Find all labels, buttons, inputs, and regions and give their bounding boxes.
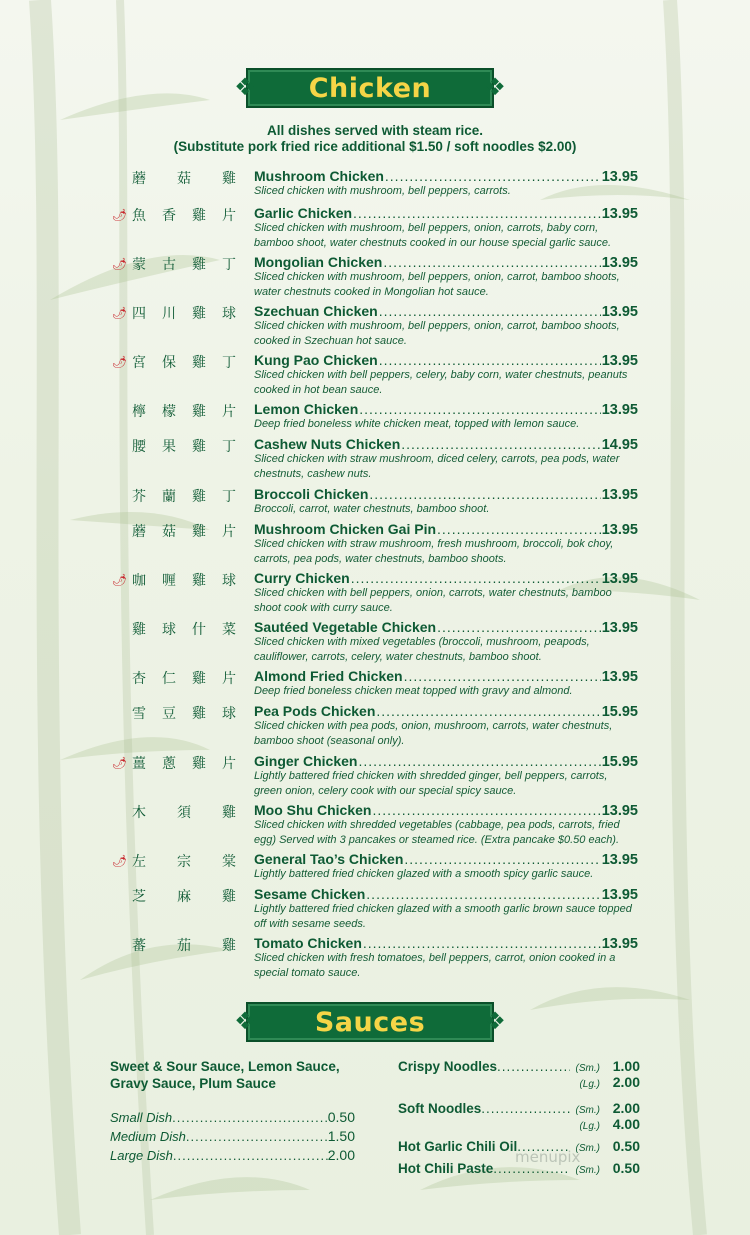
- chinese-character: 宗: [177, 854, 191, 870]
- item-description: Sliced chicken with mushroom, bell peppers, carrots.: [254, 185, 511, 197]
- leader-dots: [358, 753, 600, 769]
- chili-pepper-icon: 🌶: [112, 756, 128, 770]
- chinese-character: 芥: [132, 489, 146, 505]
- sauce-size-price: 2.00: [327, 1147, 355, 1163]
- chinese-character: 雞: [222, 805, 236, 821]
- chinese-character: 球: [222, 706, 236, 722]
- chili-pepper-icon: 🌶: [112, 573, 128, 587]
- ornament-right-icon: ❖: [484, 73, 506, 101]
- leader-dots: [376, 703, 600, 719]
- chinese-character: 保: [162, 355, 176, 371]
- item-name-row: [254, 168, 638, 185]
- item-name-row: [254, 886, 638, 903]
- item-price: 13.95: [601, 887, 638, 903]
- chinese-name: [132, 486, 236, 506]
- item-description: Deep fried boneless chicken meat topped with gravy and almond.: [254, 685, 573, 697]
- chinese-character: 雞: [192, 404, 206, 420]
- chinese-character: 雞: [222, 171, 236, 187]
- item-price: 13.95: [601, 255, 638, 271]
- chili-pepper-icon: 🌶: [112, 355, 128, 369]
- chinese-character: 古: [162, 257, 176, 273]
- chinese-character: 雞: [192, 756, 206, 772]
- chili-pepper-icon: 🌶: [112, 854, 128, 868]
- chinese-character: 四: [132, 306, 146, 322]
- item-price: 13.95: [601, 803, 638, 819]
- item-description: Lightly battered fried chicken with shredded ginger, bell peppers, carrots, green onion, celery cook with our special spicy sauce.: [254, 770, 608, 797]
- chicken-section-title: Chicken: [308, 72, 432, 104]
- item-name-row: [254, 802, 638, 819]
- chili-pepper-icon: 🌶: [112, 306, 128, 320]
- chinese-character: 蘑: [132, 524, 146, 540]
- item-name-row: [254, 570, 638, 587]
- item-description: Sliced chicken with pea pods, onion, mushroom, carrots, water chestnuts, bamboo shoot (seasonal only).: [254, 720, 613, 747]
- sauce-size-price: 0.50: [327, 1109, 355, 1125]
- leader-dots: [401, 436, 600, 452]
- chinese-name: [132, 168, 236, 188]
- sauce-size-name: Small Dish: [110, 1110, 173, 1125]
- chinese-name: [132, 401, 236, 421]
- chinese-character: 丁: [222, 355, 236, 371]
- item-name: Szechuan Chicken: [254, 303, 378, 319]
- item-name-row: [254, 254, 638, 271]
- item-description: Deep fried boneless white chicken meat, topped with lemon sauce.: [254, 418, 580, 430]
- leader-dots: [481, 1101, 570, 1116]
- item-name-row: [254, 521, 638, 538]
- chinese-name: [132, 205, 236, 225]
- chinese-character: 芝: [132, 889, 146, 905]
- chinese-character: 雞: [192, 706, 206, 722]
- chinese-character: 雞: [192, 439, 206, 455]
- size-label: (Sm.): [575, 1063, 600, 1074]
- chinese-character: 雞: [192, 355, 206, 371]
- chinese-character: 雞: [222, 889, 236, 905]
- item-description: Lightly battered fried chicken glazed with a smooth garlic brown sauce topped off with sesame seeds.: [254, 903, 632, 930]
- side-item-price: 0.50: [612, 1138, 640, 1154]
- item-name: Ginger Chicken: [254, 753, 358, 769]
- chinese-character: 麻: [177, 889, 191, 905]
- side-item-name: Hot Garlic Chili Oil: [398, 1139, 518, 1154]
- leader-dots: [173, 1148, 328, 1163]
- chinese-character: 蔥: [162, 756, 176, 772]
- chinese-character: 薑: [132, 756, 146, 772]
- sauce-size-name: Large Dish: [110, 1148, 173, 1163]
- chicken-banner: [232, 68, 508, 108]
- chinese-name: [132, 802, 236, 822]
- chinese-character: 雞: [132, 622, 146, 638]
- leader-dots: [437, 619, 601, 635]
- chinese-character: 球: [222, 573, 236, 589]
- chinese-name: [132, 886, 236, 906]
- item-name: Mushroom Chicken: [254, 168, 384, 184]
- side-item-price: 4.00: [612, 1116, 640, 1132]
- chinese-name: [132, 851, 236, 871]
- leader-dots: [353, 205, 601, 221]
- chinese-character: 豆: [162, 706, 176, 722]
- chinese-character: 菇: [162, 524, 176, 540]
- item-description: Lightly battered fried chicken glazed with a smooth spicy garlic sauce.: [254, 868, 594, 880]
- leader-dots: [497, 1059, 570, 1074]
- chili-pepper-icon: 🌶: [112, 208, 128, 222]
- chinese-character: 雞: [192, 208, 206, 224]
- ornament-left-icon: ❖: [234, 73, 256, 101]
- chinese-character: 川: [162, 306, 176, 322]
- chinese-character: 仁: [162, 671, 176, 687]
- leader-dots: [366, 886, 600, 902]
- leader-dots: [172, 1110, 328, 1125]
- side-item: [398, 1100, 640, 1132]
- chinese-character: 丁: [222, 439, 236, 455]
- item-description: Sliced chicken with mushroom, bell peppers, onion, carrot, bamboo shoots, cooked in Szechuan hot sauce.: [254, 320, 620, 347]
- leader-dots: [379, 303, 601, 319]
- item-name: Mongolian Chicken: [254, 254, 383, 270]
- chinese-character: 棠: [222, 854, 236, 870]
- chinese-character: 丁: [222, 489, 236, 505]
- item-name: Garlic Chicken: [254, 205, 353, 221]
- chinese-name: [132, 753, 236, 773]
- item-price: 13.95: [601, 669, 638, 685]
- item-price: 14.95: [601, 437, 638, 453]
- watermark: menupix: [515, 1148, 581, 1166]
- chinese-character: 片: [222, 208, 236, 224]
- item-name-row: [254, 303, 638, 320]
- chinese-name: [132, 619, 236, 639]
- item-description: Sliced chicken with straw mushroom, diced celery, carrots, pea pods, water chestnuts, cashew nuts.: [254, 453, 620, 480]
- chinese-character: 片: [222, 404, 236, 420]
- size-label: (Lg.): [579, 1079, 600, 1090]
- leader-dots: [186, 1129, 328, 1144]
- item-name-row: [254, 436, 638, 453]
- chinese-character: 果: [162, 439, 176, 455]
- chinese-character: 香: [162, 208, 176, 224]
- chinese-character: 茄: [177, 938, 191, 954]
- chinese-character: 雞: [192, 489, 206, 505]
- size-label: (Sm.): [575, 1143, 600, 1154]
- item-price: 13.95: [601, 522, 638, 538]
- item-description: Broccoli, carrot, water chestnuts, bamboo shoot.: [254, 503, 490, 515]
- leader-dots: [437, 521, 601, 537]
- leader-dots: [379, 352, 601, 368]
- item-name-row: [254, 352, 638, 369]
- chinese-character: 雞: [192, 573, 206, 589]
- sauces-left-column: [110, 1058, 355, 1163]
- chinese-character: 腰: [132, 439, 146, 455]
- item-description: Sliced chicken with mushroom, bell peppers, onion, carrot, bamboo shoots, water chestnuts cooked in Mongolian hot sauce.: [254, 271, 620, 298]
- chinese-character: 球: [162, 622, 176, 638]
- chinese-character: 蒙: [132, 257, 146, 273]
- side-item-price: 2.00: [612, 1074, 640, 1090]
- chinese-character: 魚: [132, 208, 146, 224]
- item-name: Broccoli Chicken: [254, 486, 369, 502]
- ornament-left-icon: ❖: [234, 1007, 256, 1035]
- item-name: Mushroom Chicken Gai Pin: [254, 521, 437, 537]
- item-description: Sliced chicken with mixed vegetables (broccoli, mushroom, peapods, cauliflower, carrots, celery, water chestnuts, bamboo shoot.: [254, 636, 590, 663]
- item-price: 15.95: [601, 704, 638, 720]
- item-description: Sliced chicken with bell peppers, onion, carrots, water chestnuts, bamboo shoot cook with curry sauce.: [254, 587, 612, 614]
- chili-pepper-icon: 🌶: [112, 257, 128, 271]
- chinese-character: 球: [222, 306, 236, 322]
- item-name: Curry Chicken: [254, 570, 350, 586]
- item-name-row: [254, 205, 638, 222]
- item-price: 13.95: [601, 487, 638, 503]
- chinese-character: 雞: [222, 938, 236, 954]
- ornament-right-icon: ❖: [484, 1007, 506, 1035]
- item-name: Sautéed Vegetable Chicken: [254, 619, 437, 635]
- item-name: Moo Shu Chicken: [254, 802, 372, 818]
- leader-dots: [385, 168, 601, 184]
- size-label: (Lg.): [579, 1121, 600, 1132]
- chinese-character: 蕃: [132, 938, 146, 954]
- chinese-name: [132, 570, 236, 590]
- item-name: General Tao’s Chicken: [254, 851, 404, 867]
- item-description: Sliced chicken with shredded vegetables (cabbage, pea pods, carrots, fried egg) Served with 3 pancakes or steamed rice. (Extra pancake $0.50 each).: [254, 819, 620, 846]
- sauces-list-title: Sweet & Sour Sauce, Lemon Sauce, Gravy Sauce, Plum Sauce: [110, 1059, 340, 1091]
- sauces-section-title: Sauces: [314, 1006, 426, 1038]
- item-name: Sesame Chicken: [254, 886, 366, 902]
- item-name-row: [254, 935, 638, 952]
- chinese-character: 檸: [132, 404, 146, 420]
- item-price: 13.95: [601, 936, 638, 952]
- item-price: 13.95: [601, 304, 638, 320]
- chinese-character: 丁: [222, 257, 236, 273]
- side-item-name: Crispy Noodles: [398, 1059, 498, 1074]
- chinese-character: 檬: [162, 404, 176, 420]
- chinese-character: 片: [222, 671, 236, 687]
- item-price: 13.95: [601, 571, 638, 587]
- item-description: Sliced chicken with straw mushroom, fresh mushroom, broccoli, bok choy, carrots, pea pods, water chestnuts, bamboo shoots.: [254, 538, 614, 565]
- side-item-row: [398, 1058, 640, 1074]
- leader-dots: [383, 254, 600, 270]
- item-price: 13.95: [601, 402, 638, 418]
- chinese-character: 雞: [192, 524, 206, 540]
- item-price: 15.95: [601, 754, 638, 770]
- side-item-row: [398, 1116, 640, 1132]
- chinese-character: 雪: [132, 706, 146, 722]
- item-name: Lemon Chicken: [254, 401, 359, 417]
- chinese-name: [132, 935, 236, 955]
- sauces-banner: [232, 1002, 508, 1042]
- chinese-character: 左: [132, 854, 146, 870]
- item-description: Sliced chicken with fresh tomatoes, bell peppers, carrot, onion cooked in a special tomato sauce.: [254, 952, 616, 979]
- chinese-character: 菇: [177, 171, 191, 187]
- item-description: Sliced chicken with mushroom, bell peppers, onion, carrots, baby corn, bamboo shoot, water chestnuts cooked in our house special garlic sauce.: [254, 222, 612, 249]
- intro-line-1: All dishes served with steam rice.: [266, 123, 484, 138]
- chinese-character: 木: [132, 805, 146, 821]
- sauce-size-row: [110, 1128, 355, 1144]
- side-item-row: [398, 1074, 640, 1090]
- chinese-character: 須: [177, 805, 191, 821]
- item-price: 13.95: [601, 620, 638, 636]
- size-label: (Sm.): [575, 1165, 600, 1176]
- leader-dots: [359, 401, 600, 417]
- leader-dots: [351, 570, 601, 586]
- item-price: 13.95: [601, 852, 638, 868]
- chinese-character: 宮: [132, 355, 146, 371]
- section-intro: [0, 123, 750, 155]
- item-name: Almond Fried Chicken: [254, 668, 403, 684]
- chinese-name: [132, 668, 236, 688]
- sauce-size-name: Medium Dish: [110, 1129, 186, 1144]
- chinese-character: 什: [192, 622, 206, 638]
- side-item-price: 0.50: [612, 1160, 640, 1176]
- item-name: Tomato Chicken: [254, 935, 362, 951]
- item-name-row: [254, 851, 638, 868]
- leader-dots: [372, 802, 600, 818]
- intro-line-2: (Substitute pork fried rice additional $1.50 / soft noodles $2.00): [173, 139, 577, 154]
- item-name-row: [254, 619, 638, 636]
- item-name-row: [254, 753, 638, 770]
- chinese-character: 雞: [192, 671, 206, 687]
- item-name: Pea Pods Chicken: [254, 703, 376, 719]
- item-price: 13.95: [601, 169, 638, 185]
- chinese-character: 片: [222, 756, 236, 772]
- item-name-row: [254, 401, 638, 418]
- item-name: Cashew Nuts Chicken: [254, 436, 401, 452]
- item-name: Kung Pao Chicken: [254, 352, 378, 368]
- item-price: 13.95: [601, 353, 638, 369]
- side-item: [398, 1058, 640, 1090]
- chinese-character: 咖: [132, 573, 146, 589]
- chinese-character: 杏: [132, 671, 146, 687]
- item-name-row: [254, 486, 638, 503]
- leader-dots: [369, 486, 600, 502]
- leader-dots: [404, 851, 600, 867]
- chinese-character: 喱: [162, 573, 176, 589]
- side-item-name: Hot Chili Paste: [398, 1161, 494, 1176]
- item-description: Sliced chicken with bell peppers, celery, baby corn, water chestnuts, peanuts cooked in hot bean sauce.: [254, 369, 628, 396]
- chinese-name: [132, 303, 236, 323]
- chinese-character: 雞: [192, 306, 206, 322]
- chinese-character: 雞: [192, 257, 206, 273]
- side-item-name: Soft Noodles: [398, 1101, 482, 1116]
- chinese-name: [132, 352, 236, 372]
- leader-dots: [363, 935, 601, 951]
- chinese-name: [132, 521, 236, 541]
- leader-dots: [404, 668, 601, 684]
- side-item-price: 1.00: [612, 1058, 640, 1074]
- sauce-size-price: 1.50: [327, 1128, 355, 1144]
- chinese-character: 蘑: [132, 171, 146, 187]
- size-label: (Sm.): [575, 1105, 600, 1116]
- chinese-name: [132, 436, 236, 456]
- sauce-size-row: [110, 1109, 355, 1125]
- chinese-character: 片: [222, 524, 236, 540]
- item-name-row: [254, 668, 638, 685]
- side-item-row: [398, 1100, 640, 1116]
- item-price: 13.95: [601, 206, 638, 222]
- chinese-name: [132, 703, 236, 723]
- chinese-character: 菜: [222, 622, 236, 638]
- item-name-row: [254, 703, 638, 720]
- sauce-size-row: [110, 1147, 355, 1163]
- side-item-price: 2.00: [612, 1100, 640, 1116]
- chinese-name: [132, 254, 236, 274]
- chinese-character: 蘭: [162, 489, 176, 505]
